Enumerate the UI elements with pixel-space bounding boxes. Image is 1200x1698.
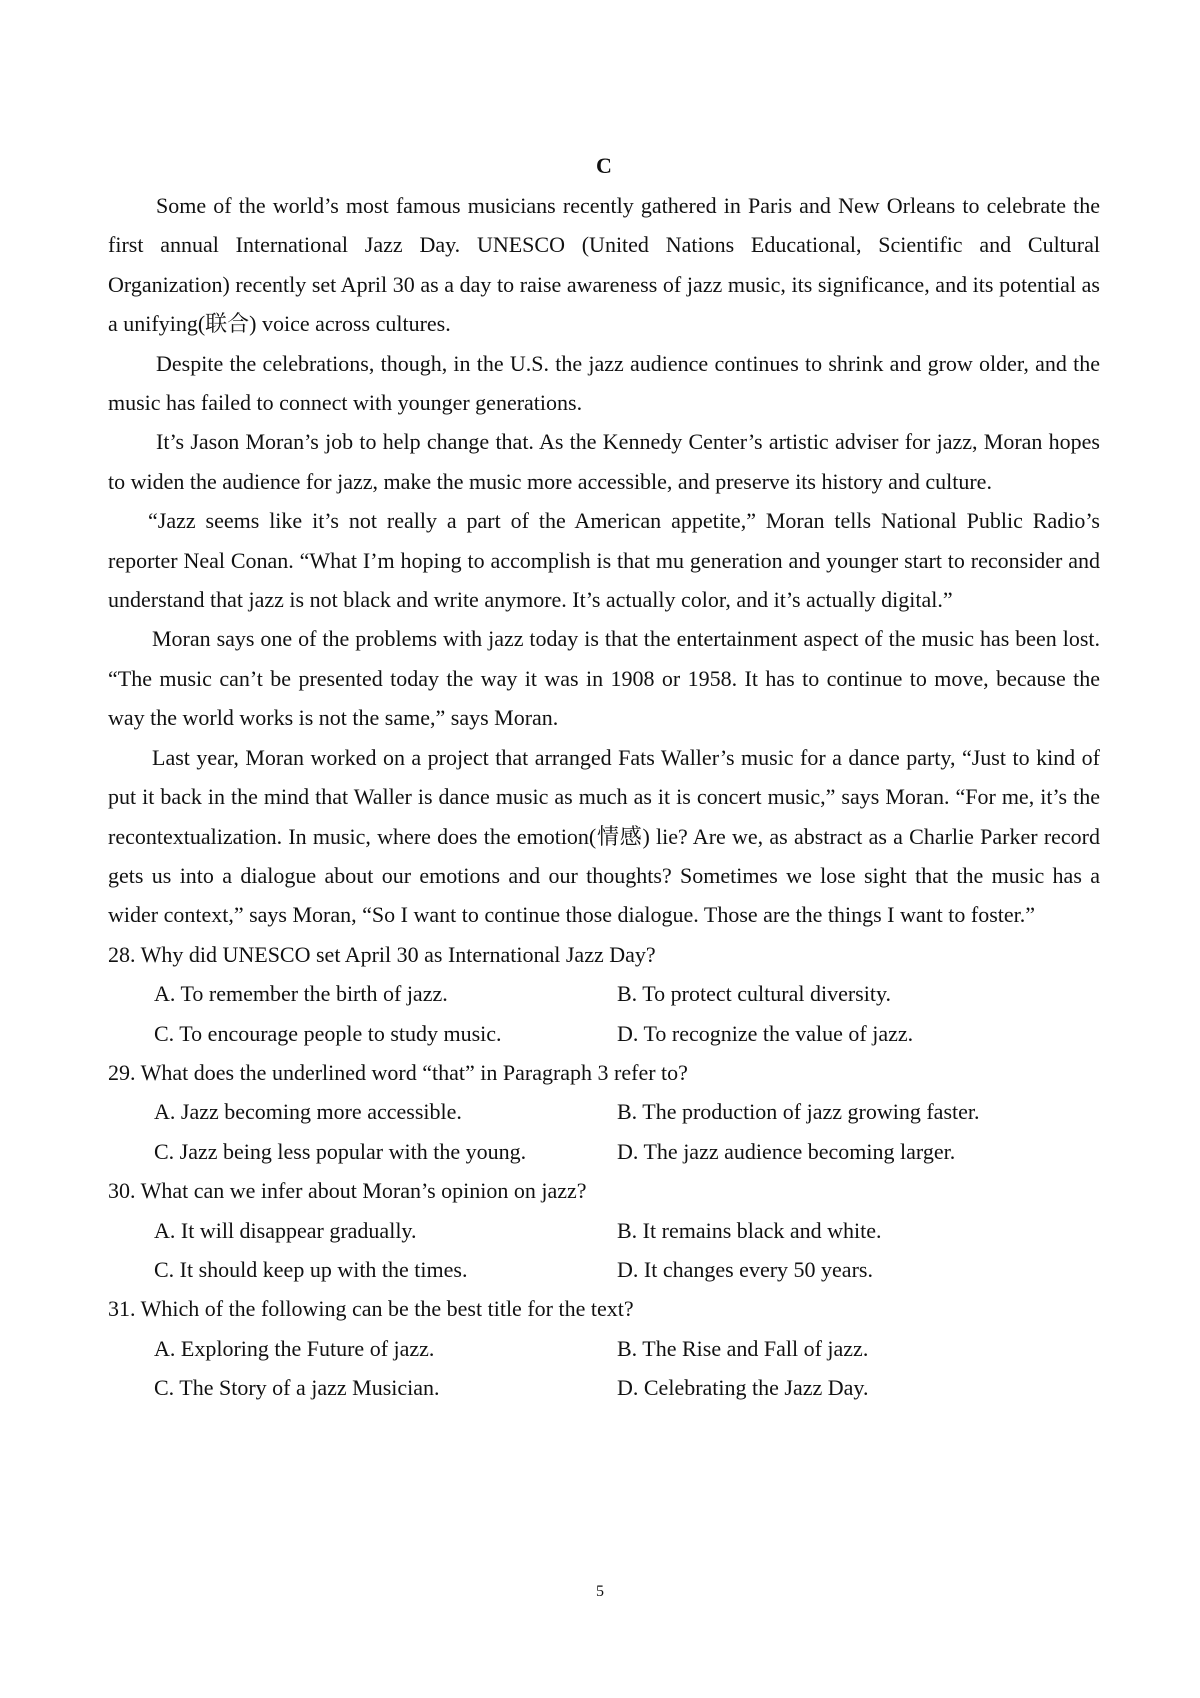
question-31	[108, 1289, 1100, 1407]
option-b: B. The Rise and Fall of jazz.	[617, 1335, 869, 1361]
paragraph-4: “Jazz seems like it’s not really a part of the American appetite,” Moran tells National Public Radio’s reporter Neal Conan. “What I’m hoping to accomplish is that mu generation and younger start to reconsider and understand that jazz is not black and write anymore. It’s actually color, and it’s actually digital.”	[108, 508, 1100, 613]
question-stem: 29. What does the underlined word “that” in Paragraph 3 refer to?	[108, 1059, 688, 1085]
option-row	[108, 1132, 1100, 1171]
option-a: A. To remember the birth of jazz.	[154, 981, 448, 1007]
option-c: C. The Story of a jazz Musician.	[154, 1375, 440, 1401]
question-28	[108, 935, 1100, 1053]
option-row	[108, 1250, 1100, 1289]
option-d: D. It changes every 50 years.	[617, 1256, 873, 1282]
option-d: D. Celebrating the Jazz Day.	[617, 1375, 869, 1401]
option-row	[108, 974, 1100, 1013]
option-row	[108, 1092, 1100, 1131]
option-d: D. To recognize the value of jazz.	[617, 1020, 914, 1046]
option-c: C. To encourage people to study music.	[154, 1020, 502, 1046]
option-row	[108, 1211, 1100, 1250]
question-stem: 30. What can we infer about Moran’s opinion on jazz?	[108, 1178, 587, 1204]
paragraph-2: Despite the celebrations, though, in the U.S. the jazz audience continues to shrink and grow older, and the music has failed to connect with younger generations.	[108, 350, 1100, 416]
option-c: C. It should keep up with the times.	[154, 1256, 468, 1282]
paragraph-5: Moran says one of the problems with jazz today is that the entertainment aspect of the music has been lost. “The music can’t be presented today the way it was in 1908 or 1958. It has to continue to move, because the way the world works is not the same,” says Moran.	[108, 626, 1100, 731]
option-c: C. Jazz being less popular with the young.	[154, 1138, 527, 1164]
page-number: 5	[596, 1583, 604, 1600]
paragraph-3: It’s Jason Moran’s job to help change that. As the Kennedy Center’s artistic adviser for jazz, Moran hopes to widen the audience for jazz, make the music more accessible, and preserve its history and culture.	[108, 429, 1100, 494]
paragraph-1: Some of the world’s most famous musicians recently gathered in Paris and New Orleans to celebrate the first annual International Jazz Day. UNESCO (United Nations Educational, Scientific and Cultural Organization) recently set April 30 as a day to raise awareness of jazz music, its significance, and its potential as a unifying(联合) voice across cultures.	[108, 193, 1100, 337]
document-page	[108, 146, 1100, 1408]
paragraph-6: Last year, Moran worked on a project that arranged Fats Waller’s music for a dance party, “Just to kind of put it back in the mind that Waller is dance music as much as it is concert music,” says Moran. “For me, it’s the recontextualization. In music, where does the emotion(情感) lie? Are we, as abstract as a Charlie Parker record gets us into a dialogue about our emotions and our thoughts? Sometimes we lose sight that the music has a wider context,” says Moran, “So I want to continue those dialogue. Those are the things I want to foster.”	[108, 744, 1100, 928]
option-a: A. Jazz becoming more accessible.	[154, 1099, 462, 1125]
question-30	[108, 1171, 1100, 1289]
option-b: B. It remains black and white.	[617, 1217, 882, 1243]
question-29	[108, 1053, 1100, 1171]
option-b: B. To protect cultural diversity.	[617, 981, 892, 1007]
question-stem: 28. Why did UNESCO set April 30 as International Jazz Day?	[108, 941, 656, 967]
question-stem: 31. Which of the following can be the best title for the text?	[108, 1296, 634, 1322]
option-row	[108, 1329, 1100, 1368]
option-d: D. The jazz audience becoming larger.	[617, 1138, 956, 1164]
option-row	[108, 1014, 1100, 1053]
option-b: B. The production of jazz growing faster.	[617, 1099, 980, 1125]
section-title: C	[596, 153, 612, 178]
option-row	[108, 1368, 1100, 1407]
option-a: A. Exploring the Future of jazz.	[154, 1335, 435, 1361]
option-a: A. It will disappear gradually.	[154, 1217, 417, 1243]
